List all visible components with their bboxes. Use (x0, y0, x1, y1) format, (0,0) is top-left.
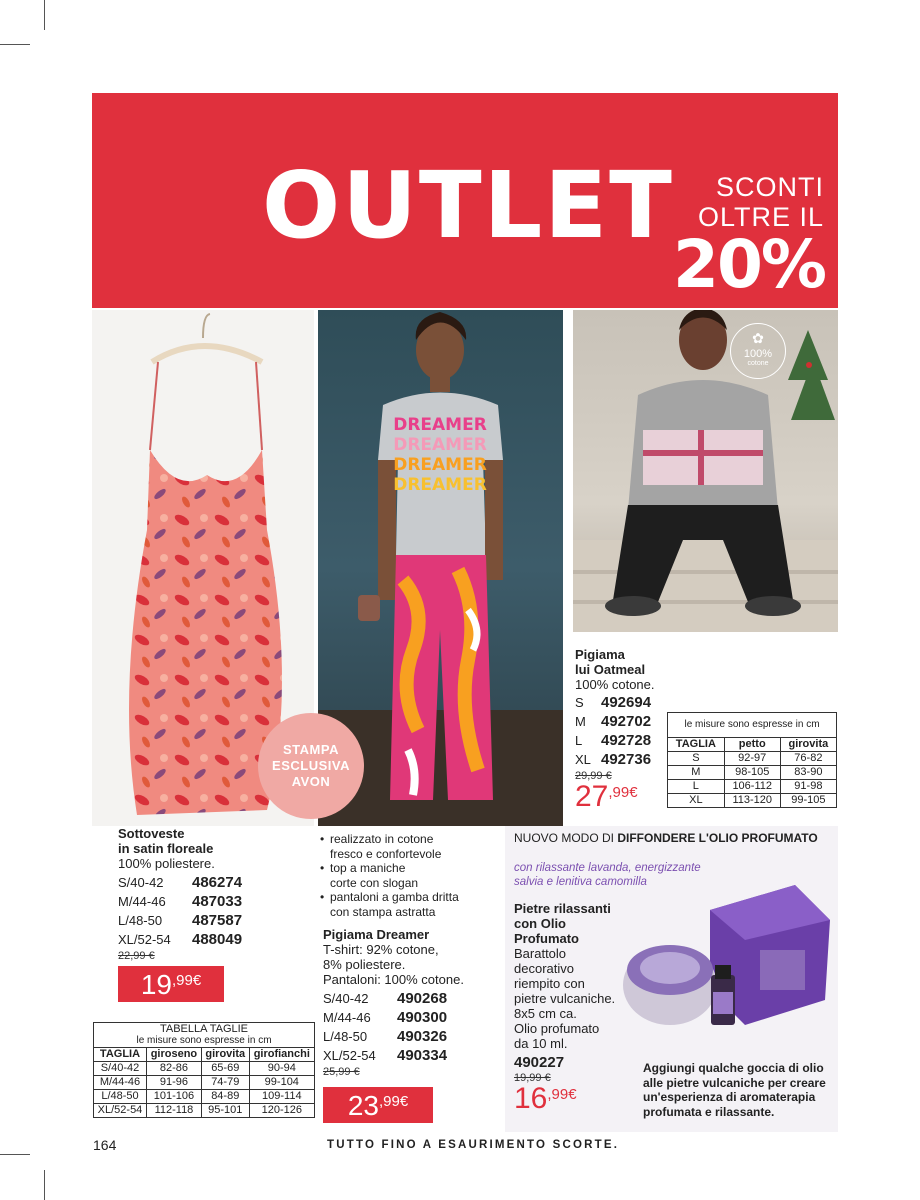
table-row (94, 1062, 315, 1076)
size-row (323, 990, 504, 1009)
stones-desc-line: decorativo (514, 961, 574, 976)
table-cell: 113-120 (724, 794, 780, 808)
slip-info (118, 826, 308, 962)
size-label: S/40-42 (323, 991, 369, 1006)
footer-disclaimer: TUTTO FINO A ESAURIMENTO SCORTE. (327, 1139, 620, 1151)
size-label: L/48-50 (118, 913, 163, 928)
note-line: profumata e rilassante. (643, 1104, 775, 1119)
size-row (575, 751, 667, 770)
table-cell: XL/52-54 (94, 1104, 147, 1118)
slip-material: 100% poliestere. (118, 856, 215, 871)
stones-old-price: 19,99 € (514, 1072, 551, 1084)
table-header-row (94, 1048, 315, 1062)
price-decimal: ,99€ (378, 1093, 409, 1110)
dreamer-old-price: 25,99 € (323, 1066, 360, 1078)
stones-desc-line: riempito con (514, 976, 585, 991)
page-number: 164 (93, 1137, 117, 1153)
table-row (94, 1104, 315, 1118)
stamp-line: STAMPA (283, 741, 339, 757)
crop-mark (44, 0, 45, 30)
cotton-badge (730, 323, 786, 379)
table-row (94, 1090, 315, 1104)
table-cell: M/44-46 (94, 1076, 147, 1090)
note-line: un'esperienza di aromaterapia (643, 1090, 816, 1104)
size-label: XL (575, 752, 591, 767)
product-code: 492728 (601, 732, 652, 749)
product-code: 490326 (397, 1028, 448, 1045)
price-integer: 19 (140, 969, 172, 1000)
product-code: 486274 (192, 874, 243, 891)
feature-line: corte con slogan (330, 875, 419, 890)
stones-desc-line: da 10 ml. (514, 1036, 568, 1051)
product-code: 490300 (397, 1009, 448, 1026)
stones-desc-line: 8x5 cm ca. (514, 1006, 577, 1021)
size-label: M (575, 714, 586, 729)
size-table-subtitle: le misure sono espresse in cm (667, 712, 837, 737)
cotton-flower-icon: ✿ (752, 330, 764, 346)
feature-item (318, 861, 504, 890)
column-header: girofianchi (249, 1048, 314, 1062)
oatmeal-info (575, 647, 667, 812)
column-header: girovita (201, 1048, 249, 1062)
table-cell: XL (668, 794, 725, 808)
oatmeal-size-table (667, 737, 837, 808)
headline-bold: DIFFONDERE L'OLIO PROFUMATO (617, 831, 818, 845)
exclusive-print-badge (258, 713, 364, 819)
dreamer-name: Pigiama Dreamer (323, 927, 430, 942)
size-label: S (575, 695, 584, 710)
oatmeal-old-price: 29,99 € (575, 770, 612, 782)
note-line: Aggiungi qualche goccia di olio (643, 1061, 824, 1075)
size-table-title: TABELLA TAGLIE (93, 1022, 315, 1035)
size-table-subtitle: le misure sono espresse in cm (93, 1035, 315, 1047)
size-label: L/48-50 (323, 1029, 368, 1044)
dreamer-material-line: Pantaloni: 100% cotone. (323, 972, 464, 987)
table-cell: 120-126 (249, 1104, 314, 1118)
product-code: 490268 (397, 990, 448, 1007)
column-header: TAGLIA (668, 738, 725, 752)
size-row (575, 713, 667, 732)
oatmeal-size-table-wrap (667, 712, 837, 808)
size-row (118, 874, 308, 893)
table-cell: 109-114 (249, 1090, 314, 1104)
product-code: 490334 (397, 1047, 448, 1064)
stones-note (643, 1061, 826, 1119)
size-row (323, 1028, 504, 1047)
dreamer-features (318, 832, 504, 919)
price-decimal: ,99€ (608, 784, 638, 801)
cotton-word: cotone (747, 360, 769, 367)
banner-sconti-line2: OLTRE IL (697, 202, 824, 232)
stones-name-line: con Olio (514, 916, 566, 931)
table-cell: 65-69 (201, 1062, 249, 1076)
table-cell: 99-105 (780, 794, 836, 808)
slip-name-line1: Sottoveste (118, 826, 185, 841)
dreamer-material-line: 8% poliestere. (323, 957, 406, 972)
stones-desc-line: pietre vulcaniche. (514, 991, 616, 1006)
feature-line: top a maniche (330, 861, 406, 875)
stones-product-photo (615, 880, 837, 1045)
oatmeal-photo (573, 310, 838, 632)
cotton-percent: 100% (743, 348, 773, 360)
slip-price (118, 966, 224, 1002)
table-row (668, 780, 837, 794)
table-cell: L/48-50 (94, 1090, 147, 1104)
crop-mark (44, 1170, 45, 1200)
price-integer: 16 (514, 1082, 548, 1115)
oatmeal-model-illustration (573, 310, 838, 632)
table-cell: 91-96 (146, 1076, 201, 1090)
dreamer-price (323, 1087, 433, 1123)
price-decimal: ,99€ (547, 1086, 577, 1103)
size-row (575, 732, 667, 751)
product-code: 488049 (192, 931, 243, 948)
size-label: L (575, 733, 583, 748)
table-cell: 95-101 (201, 1104, 249, 1118)
oatmeal-material: 100% cotone. (575, 677, 655, 692)
oatmeal-name-line1: Pigiama (575, 647, 625, 662)
banner-sconti-line1: SCONTI (715, 172, 824, 202)
column-header: petto (724, 738, 780, 752)
dreamer-material-line: T-shirt: 92% cotone, (323, 942, 439, 957)
table-cell: 112-118 (146, 1104, 201, 1118)
table-cell: 74-79 (201, 1076, 249, 1090)
tshirt-slogan-2: DREAMER (393, 435, 487, 455)
tshirt-slogan-1: DREAMER (393, 415, 487, 435)
stones-price (514, 1084, 639, 1114)
slip-old-price: 22,99 € (118, 950, 155, 962)
table-row (94, 1076, 315, 1090)
feature-item (318, 890, 504, 919)
feature-item (318, 832, 504, 861)
table-cell: 84-89 (201, 1090, 249, 1104)
size-row (575, 694, 667, 713)
table-cell: S/40-42 (94, 1062, 147, 1076)
feature-line: fresco e confortevole (330, 846, 442, 861)
product-code: 492702 (601, 713, 652, 730)
table-cell: S (668, 752, 725, 766)
stones-desc-line: Olio profumato (514, 1021, 600, 1036)
stones-name-line: Pietre rilassanti (514, 901, 611, 916)
feature-line: pantaloni a gamba dritta (330, 890, 459, 904)
size-row (118, 931, 308, 950)
product-code: 487587 (192, 912, 243, 929)
product-code: 492694 (601, 694, 652, 711)
size-label: M/44-46 (118, 894, 166, 909)
headline-prefix: NUOVO MODO DI (514, 831, 618, 845)
column-header: giroseno (146, 1048, 201, 1062)
column-header: TAGLIA (94, 1048, 147, 1062)
table-cell: 83-90 (780, 766, 836, 780)
stones-headline (514, 831, 818, 846)
size-row (323, 1009, 504, 1028)
size-label: XL/52-54 (323, 1048, 376, 1063)
stamp-line: AVON (291, 774, 331, 790)
size-label: S/40-42 (118, 875, 164, 890)
size-row (118, 912, 308, 931)
table-header-row (668, 738, 837, 752)
price-decimal: ,99€ (171, 972, 202, 989)
column-header: girovita (780, 738, 836, 752)
note-line: alle pietre vulcaniche per creare (643, 1075, 826, 1090)
slip-size-table (93, 1047, 315, 1118)
tshirt-slogan-3: DREAMER (393, 455, 487, 475)
table-row (668, 752, 837, 766)
stones-name-line: Profumato (514, 931, 579, 946)
tagline-line: salvia e lenitiva camomilla (514, 876, 647, 888)
stamp-line: ESCLUSIVA (272, 757, 350, 773)
table-cell: 106-112 (724, 780, 780, 794)
product-code: 492736 (601, 751, 652, 768)
size-label: M/44-46 (323, 1010, 371, 1025)
crop-mark (0, 44, 30, 45)
banner-title: OUTLET (262, 152, 674, 259)
feature-line: con stampa astratta (330, 904, 436, 919)
tshirt-slogan-4: DREAMER (393, 475, 487, 495)
tagline-line: con rilassante lavanda, energizzante (514, 862, 701, 874)
oatmeal-price (575, 782, 667, 812)
dreamer-info (318, 832, 504, 1078)
oatmeal-name-line2: lui Oatmeal (575, 662, 646, 677)
table-row (668, 766, 837, 780)
size-label: XL/52-54 (118, 932, 171, 947)
feature-line: realizzato in cotone (330, 832, 434, 846)
slip-size-table-wrap (93, 1022, 315, 1118)
table-cell: L (668, 780, 725, 794)
table-cell: 90-94 (249, 1062, 314, 1076)
table-cell: 101-106 (146, 1090, 201, 1104)
price-integer: 23 (347, 1090, 379, 1121)
price-integer: 27 (575, 780, 609, 813)
table-cell: 91-98 (780, 780, 836, 794)
diffuser-stones-illustration (615, 880, 837, 1045)
table-cell: 98-105 (724, 766, 780, 780)
product-code: 490227 (514, 1054, 565, 1071)
table-cell: 76-82 (780, 752, 836, 766)
product-code: 487033 (192, 893, 243, 910)
table-cell: 99-104 (249, 1076, 314, 1090)
size-row (323, 1047, 504, 1066)
stones-desc-line: Barattolo (514, 946, 567, 961)
table-cell: 92-97 (724, 752, 780, 766)
crop-mark (0, 1154, 30, 1155)
table-cell: 82-86 (146, 1062, 201, 1076)
table-cell: M (668, 766, 725, 780)
size-row (118, 893, 308, 912)
slip-name-line2: in satin floreale (118, 841, 214, 856)
table-row (668, 794, 837, 808)
banner-percent: 20% (673, 226, 825, 303)
